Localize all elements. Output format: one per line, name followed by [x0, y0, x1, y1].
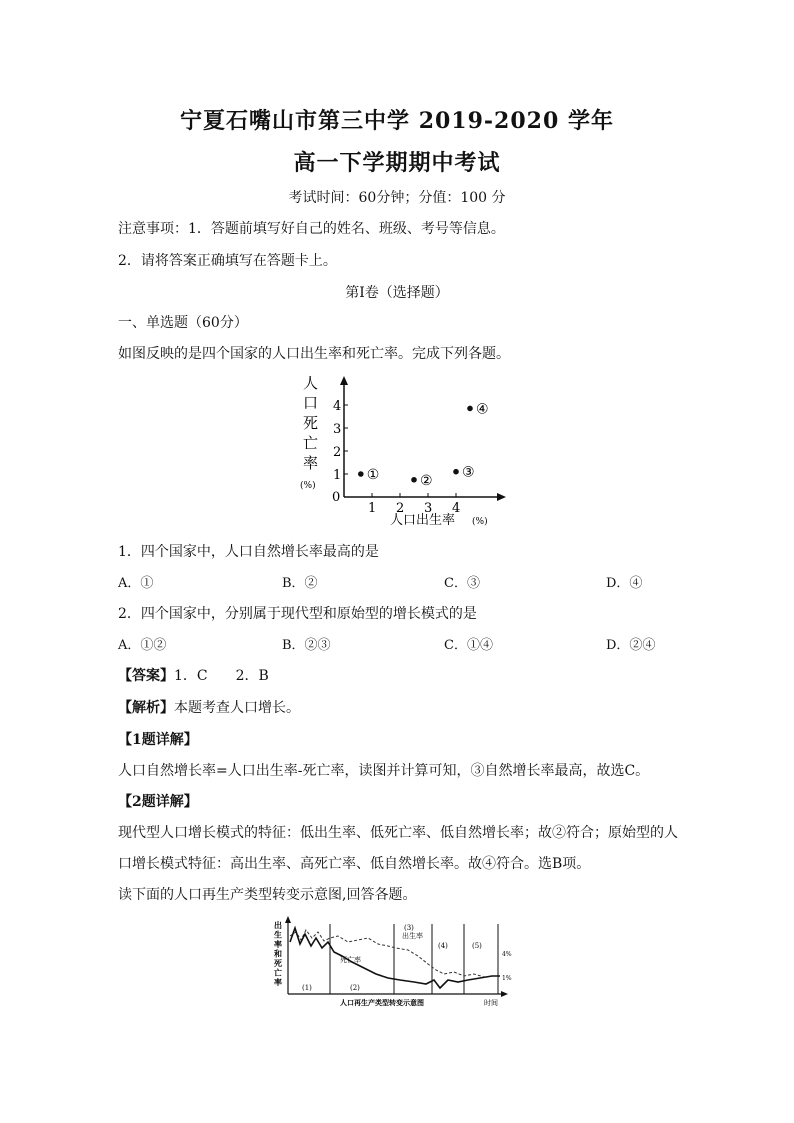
- q2-option-a[interactable]: A．①②: [118, 638, 167, 653]
- right-tick-1pct: 1%: [502, 975, 512, 982]
- detail-2-tag: 【2题详解】: [118, 794, 198, 810]
- birth-rate-label: 出生率: [402, 932, 423, 940]
- y-axis-label-char: 率: [274, 939, 282, 949]
- stage-label: (4): [438, 942, 448, 950]
- detail-1-tag: 【1题详解】: [118, 732, 198, 748]
- detail-2-text-line-2: 口增长模式特征：高出生率、高死亡率、低自然增长率。故④符合。选B项。: [118, 856, 591, 872]
- x-axis-arrow: [497, 493, 506, 501]
- analysis-text: 本题考查人口增长。: [174, 700, 300, 716]
- stage-label: (5): [472, 942, 482, 950]
- data-point: [358, 471, 364, 477]
- y-axis-label-char: 率: [303, 454, 319, 472]
- note-2: 2．请将答案正确填写在答题卡上。: [118, 253, 337, 269]
- x-tick-label: 1: [368, 501, 377, 516]
- question-intro: 如图反映的是四个国家的人口出生率和死亡率。完成下列各题。: [118, 346, 510, 362]
- q1-option-c[interactable]: C．③: [444, 576, 480, 591]
- y-axis-label-char: 人: [303, 374, 319, 392]
- y-tick-label: 3: [333, 422, 342, 437]
- q2-option-b[interactable]: B．②③: [282, 638, 331, 653]
- y-axis-label-char: 率: [274, 977, 282, 987]
- y-axis-label-char: 死: [303, 414, 319, 432]
- x-axis-label: 人口出生率: [390, 513, 456, 528]
- x-axis-unit: (%): [472, 517, 488, 527]
- exam-info: 考试时间：60分钟；分值：100 分: [288, 190, 506, 206]
- diagram-caption: 人口再生产类型转变示意图: [340, 998, 424, 1007]
- x-tick-label: 3: [424, 501, 433, 516]
- data-point: [411, 477, 417, 483]
- q1-option-a[interactable]: A．①: [118, 576, 154, 591]
- y-axis-label-char: 口: [303, 394, 319, 412]
- answer-line: [118, 665, 269, 685]
- data-point-label: ①: [366, 467, 380, 483]
- stage-label: (1): [302, 984, 312, 992]
- x-axis-arrow: [501, 991, 508, 997]
- q1-stem: 1．四个国家中，人口自然增长率最高的是: [118, 544, 379, 560]
- analysis-line: [118, 697, 300, 717]
- data-point-label: ②: [420, 472, 433, 489]
- q2-option-d[interactable]: D．②④: [606, 638, 656, 653]
- death-rate-label: 死亡率: [340, 956, 361, 964]
- title-line-2: 高一下学期期中考试: [293, 150, 501, 176]
- y-tick-label: 1: [333, 468, 342, 483]
- data-point-label: ④: [476, 401, 489, 418]
- x-tick-label: 4: [452, 501, 461, 516]
- detail-2-text-line-1: 现代型人口增长模式的特征：低出生率、低死亡率、低自然增长率；故②符合；原始型的人: [118, 825, 678, 841]
- y-axis-label: [300, 374, 318, 491]
- title-line-1: 宁夏石嘴山市第三中学 2019-2020 学年: [180, 108, 614, 134]
- origin-label: 0: [332, 490, 341, 505]
- y-axis-arrow: [285, 916, 291, 923]
- next-question-intro: 读下面的人口再生产类型转变示意图,回答各题。: [118, 887, 417, 903]
- y-axis-label-char: 和: [274, 948, 282, 959]
- x-tick-label: 2: [396, 501, 405, 516]
- y-axis-label-char: 生: [274, 929, 282, 940]
- stage-label: (3): [404, 924, 414, 932]
- y-axis-arrow: [340, 376, 348, 385]
- y-axis-label-char: 死: [274, 958, 282, 968]
- detail-1-text: 人口自然增长率=人口出生率-死亡率，读图并计算可知，③自然增长率最高，故选C。: [118, 763, 650, 779]
- part-heading: 一、单选题（60分）: [118, 315, 248, 331]
- note-1: 注意事项：1．答题前填写好自己的姓名、班级、考号等信息。: [118, 221, 505, 237]
- y-tick-label: 4: [333, 399, 342, 414]
- q2-stem: 2．四个国家中，分别属于现代型和原始型的增长模式的是: [118, 606, 477, 622]
- y-axis-label: [274, 920, 282, 987]
- answer-tag: 【答案】: [118, 668, 174, 684]
- x-axis-label: 时间: [484, 999, 498, 1007]
- stage-label: (2): [350, 984, 360, 992]
- birth-rate-curve: [290, 930, 500, 977]
- q1-option-d[interactable]: D．④: [606, 576, 643, 591]
- answer-text: 1．C 2．B: [174, 668, 269, 684]
- y-axis-label-char: 亡: [274, 967, 282, 978]
- data-point: [467, 406, 473, 412]
- y-axis-label-char: 亡: [303, 434, 319, 452]
- birth-death-scatter-chart: [300, 372, 510, 532]
- data-point: [453, 469, 459, 475]
- data-point-label: ③: [462, 464, 475, 481]
- q1-option-b[interactable]: B．②: [282, 576, 318, 591]
- demographic-transition-diagram: [268, 914, 526, 1008]
- y-tick-label: 2: [333, 445, 342, 460]
- q2-option-c[interactable]: C．①④: [444, 638, 493, 653]
- right-tick-4pct: 4%: [502, 951, 512, 958]
- y-axis-label-char: (%): [300, 481, 316, 491]
- y-axis-label-char: 出: [274, 920, 282, 930]
- volume-heading: 第I卷（选择题）: [345, 285, 449, 301]
- analysis-tag: 【解析】: [118, 700, 174, 716]
